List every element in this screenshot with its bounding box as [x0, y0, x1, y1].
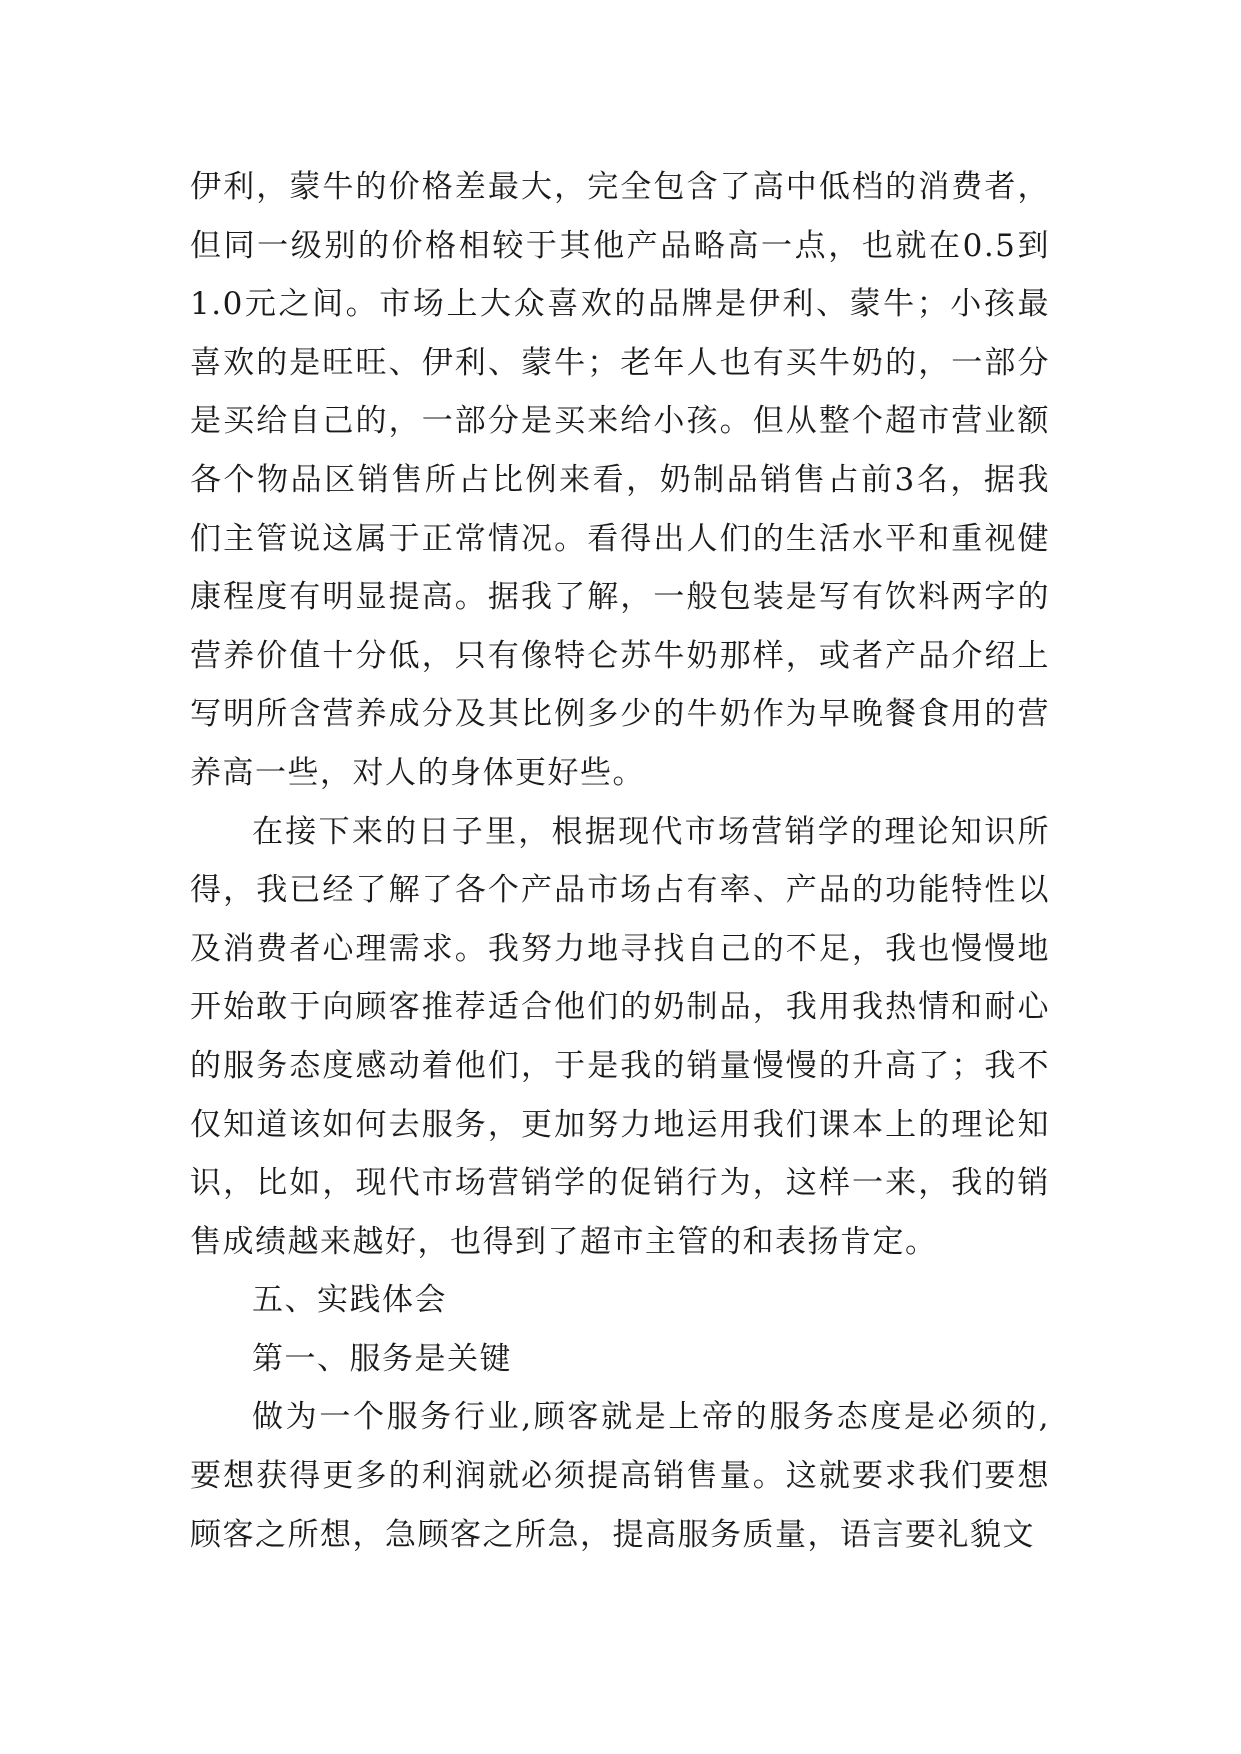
section-heading-practice-experience: 五、实践体会	[252, 1282, 447, 1319]
subheading-service-is-key: 第一、服务是关键	[252, 1340, 512, 1377]
paragraph-price-brands: 伊利，蒙牛的价格差最大，完全包含了高中低档的消费者，但同一级别的价格相较于其他产品略高一点，也就在0.5到1.0元之间。市场上大众喜欢的品牌是伊利、蒙牛；小孩最喜欢的是旺旺、伊利、蒙牛；老年人也有买牛奶的，一部分是买给自己的，一部分是买来给小孩。但从整个超市营业额各个物品区销售所占比例来看，奶制品销售占前3名，据我们主管说这属于正常情况。看得出人们的生活水平和重视健康程度有明显提高。据我了解，一般包装是写有饮料两字的营养价值十分低，只有像特仑苏牛奶那样，或者产品介绍上写明所含营养成分及其比例多少的牛奶作为早晚餐食用的营养高一些，对人的身体更好些。	[190, 169, 1050, 791]
document-body	[190, 158, 1050, 1564]
paragraph-sales-experience: 在接下来的日子里，根据现代市场营销学的理论知识所得，我已经了解了各个产品市场占有率、产品的功能特性以及消费者心理需求。我努力地寻找自己的不足，我也慢慢地开始敢于向顾客推荐适合他们的奶制品，我用我热情和耐心的服务态度感动着他们，于是我的销量慢慢的升高了；我不仅知道该如何去服务，更加努力地运用我们课本上的理论知识，比如，现代市场营销学的促销行为，这样一来，我的销售成绩越来越好，也得到了超市主管的和表扬肯定。	[190, 813, 1050, 1260]
paragraph-service-industry: 做为一个服务行业,顾客就是上帝的服务态度是必须的,要想获得更多的利润就必须提高销售量。这就要求我们要想顾客之所想，急顾客之所急，提高服务质量，语言要礼貌文	[190, 1399, 1050, 1553]
